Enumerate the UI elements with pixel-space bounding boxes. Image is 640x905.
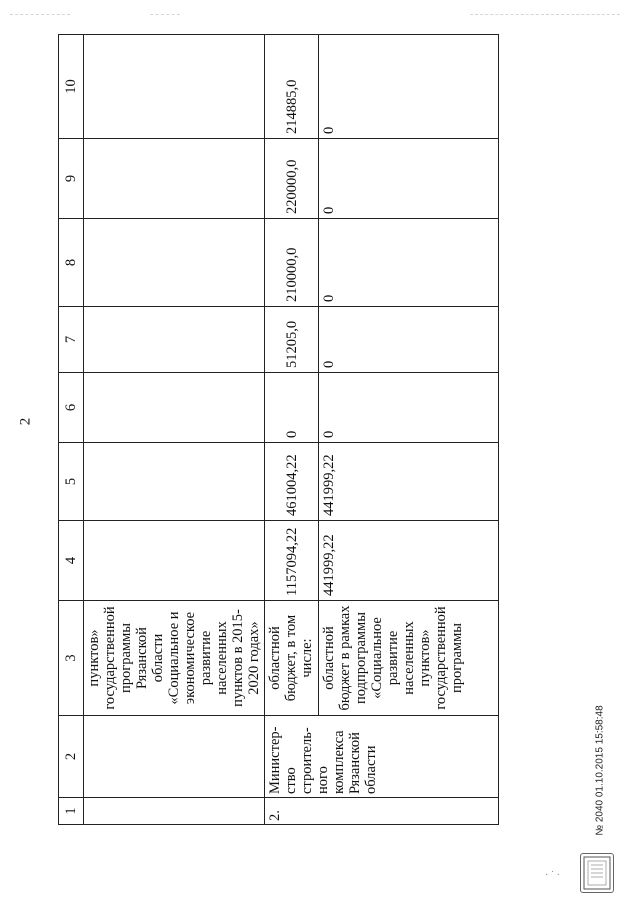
col-header: 9 — [59, 139, 84, 219]
scan-artifact — [470, 14, 620, 16]
value-cell: 441999,22 — [319, 443, 499, 521]
executor-cell: Министер-ство строитель-ного комплекса Рязанской области — [265, 716, 499, 798]
value-cell: 214885,0 — [265, 35, 319, 139]
col-header: 7 — [59, 307, 84, 373]
value-cell: 0 — [319, 373, 499, 443]
registration-number — [590, 700, 610, 850]
col-header: 4 — [59, 521, 84, 601]
registration-text: № 2040 01.10.2015 15:58:48 — [594, 705, 606, 836]
col-header: 8 — [59, 219, 84, 307]
table-row — [265, 35, 319, 825]
value-cell: 51205,0 — [265, 307, 319, 373]
seal-icon — [580, 853, 614, 893]
value-cell: 461004,22 — [265, 443, 319, 521]
table-sheet — [58, 35, 524, 825]
col-header: 6 — [59, 373, 84, 443]
value-cell: 0 — [265, 373, 319, 443]
funding-source: областной бюджет, в том числе: — [265, 601, 319, 716]
table-row — [84, 35, 265, 825]
scan-artifact: · ˙ · — [545, 870, 560, 881]
value-cell: 0 — [319, 307, 499, 373]
header-row — [59, 35, 84, 825]
value-cell: 220000,0 — [265, 139, 319, 219]
scan-artifact — [150, 14, 180, 16]
value-cell: 0 — [319, 139, 499, 219]
funding-source: областной бюджет в рамках подпрограммы «Социальное развитие населенных пунктов» государственной программы — [319, 601, 499, 716]
value-cell: 210000,0 — [265, 219, 319, 307]
col-header: 5 — [59, 443, 84, 521]
value-cell: 441999,22 — [319, 521, 499, 601]
row-number: 2. — [265, 798, 499, 825]
value-cell: 0 — [319, 35, 499, 139]
program-name-cell: пунктов» государственной программы Рязанской области «Социальное и экономическое развитие населенных пунктов в 2015-2020 годах» — [84, 601, 265, 716]
scan-artifact — [10, 14, 70, 16]
budget-table — [58, 34, 499, 825]
value-cell: 1157094,22 — [265, 521, 319, 601]
col-header: 3 — [59, 601, 84, 716]
value-cell: 0 — [319, 219, 499, 307]
col-header: 2 — [59, 716, 84, 798]
table-row — [319, 35, 499, 825]
col-header: 1 — [59, 798, 84, 825]
page-number: 2 — [17, 417, 34, 426]
col-header: 10 — [59, 35, 84, 139]
